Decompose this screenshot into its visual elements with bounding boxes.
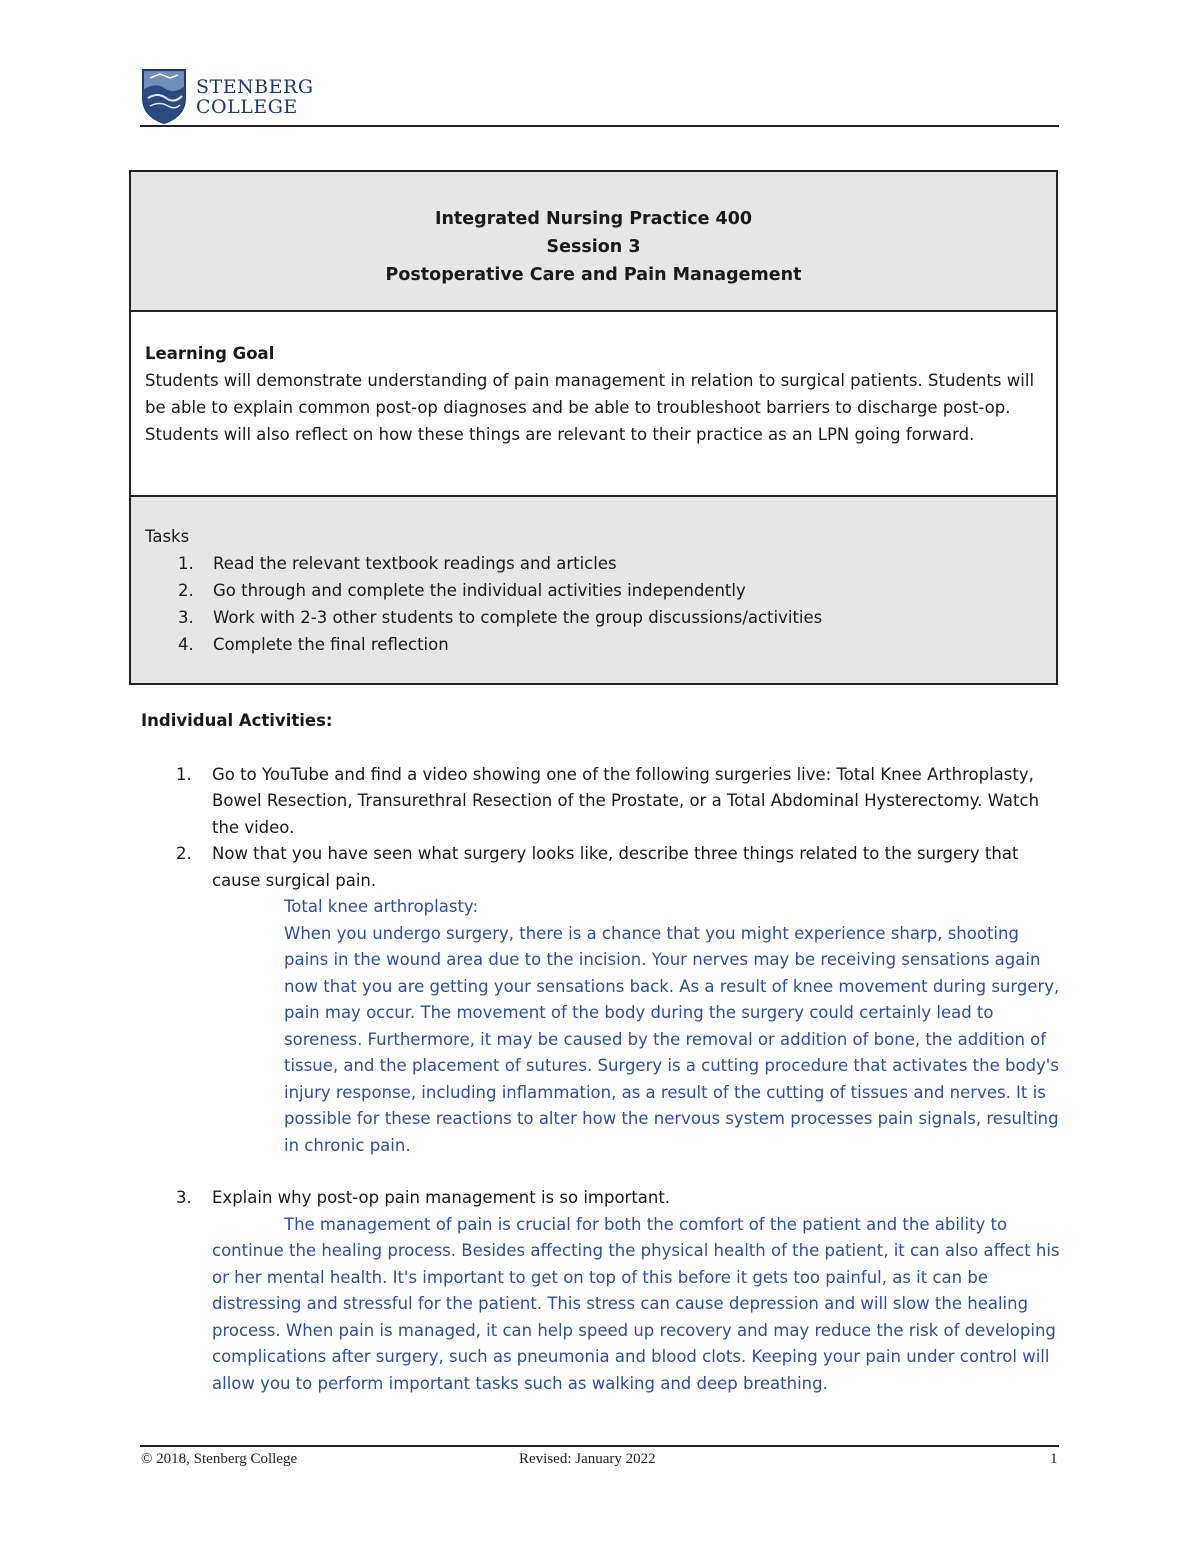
footer-copyright: © 2018, Stenberg College xyxy=(141,1451,298,1467)
learning-goal-heading: Learning Goal xyxy=(145,344,275,363)
learning-goal-text: Students will demonstrate understanding of pain management in relation to surgical patients. Students will be able to explain common post-op diagnoses and be able to troubleshoot barriers to discharge post-op. Students will also reflect on how these things are relevant to their practice as an LPN going forward. xyxy=(145,371,1035,444)
list-number: 1. xyxy=(178,554,194,573)
answer-heading: Total knee arthroplasty: xyxy=(284,897,479,916)
tasks-heading: Tasks xyxy=(145,527,190,546)
list-text: Read the relevant textbook readings and articles xyxy=(213,554,617,573)
footer-divider xyxy=(140,1445,1059,1447)
tasks-section xyxy=(131,497,1056,683)
answer-block xyxy=(212,894,1061,1159)
list-text: Complete the final reflection xyxy=(213,635,449,654)
session-info-table xyxy=(129,170,1058,685)
individual-activities-heading: Individual Activities: xyxy=(141,711,333,730)
list-item xyxy=(145,550,1042,577)
answer-text: When you undergo surgery, there is a chance that you might experience sharp, shooting pains in the wound area due to the incision. Your nerves may be receiving sensations again now that you are getting your sensations back. As a result of knee movement during surgery, pain may occur. The movement of the body during the surgery could certainly lead to soreness. Furthermore, it may be caused by the removal or addition of bone, the addition of tissue, and the placement of sutures. Surgery is a cutting procedure that activates the body's injury response, including inflammation, as a result of the cutting of tissues and nerves. It is possible for these reactions to alter how the nervous system processes pain signals, resulting in chronic pain. xyxy=(284,923,1060,1155)
list-text: Go through and complete the individual activities independently xyxy=(213,581,746,600)
footer-revised-date: Revised: January 2022 xyxy=(519,1451,656,1467)
list-item xyxy=(145,631,1042,658)
stenberg-college-logo xyxy=(140,68,314,126)
activity-item xyxy=(141,762,1061,842)
learning-goal-section xyxy=(131,312,1056,497)
session-topic: Postoperative Care and Pain Management xyxy=(385,265,802,285)
header-divider xyxy=(140,125,1059,127)
activity-number: 3. xyxy=(176,1188,192,1207)
tasks-list xyxy=(145,550,1042,658)
list-number: 3. xyxy=(178,608,194,627)
session-number: Session 3 xyxy=(546,237,641,257)
activity-number: 2. xyxy=(176,844,192,863)
answer-text: The management of pain is crucial for both the comfort of the patient and the ability to continue the healing process. Besides affecting the physical health of the patient, it can also affect his or her mental health. It's important to get on top of this before it gets too painful, as it can be distressing and stressful for the patient. This stress can cause depression and will slow the healing process. When pain is managed, it can help speed up recovery and may reduce the risk of developing complications after surgery, such as pneumonia and blood clots. Keeping your pain under control will allow you to perform important tasks such as walking and deep breathing. xyxy=(212,1214,1060,1393)
course-title: Integrated Nursing Practice 400 xyxy=(434,209,753,229)
list-text: Work with 2-3 other students to complete the group discussions/activities xyxy=(213,608,823,627)
logo-text-line1: STENBERG xyxy=(196,76,314,98)
list-number: 2. xyxy=(178,581,194,600)
list-item xyxy=(145,577,1042,604)
list-number: 4. xyxy=(178,635,194,654)
activity-item xyxy=(141,1185,1061,1397)
individual-activities-section xyxy=(141,708,1061,1397)
shield-crest-icon xyxy=(140,68,188,124)
activity-question: Now that you have seen what surgery looks like, describe three things related to the surgery that cause surgical pain. xyxy=(212,844,1019,890)
title-block xyxy=(131,172,1056,312)
activity-number: 1. xyxy=(176,764,192,784)
list-item xyxy=(145,604,1042,631)
logo-text-line2: COLLEGE xyxy=(196,96,298,118)
footer-page-number: 1 xyxy=(1050,1451,1058,1467)
activity-item xyxy=(141,841,1061,1159)
activity-question: Explain why post-op pain management is so important. xyxy=(212,1188,671,1207)
activity-question: Go to YouTube and find a video showing one of the following surgeries live: Total Knee Arthroplasty, Bowel Resection, Transurethral Resection of the Prostate, or a Total Abdominal Hysterectomy. Watch the video. xyxy=(212,764,1040,837)
